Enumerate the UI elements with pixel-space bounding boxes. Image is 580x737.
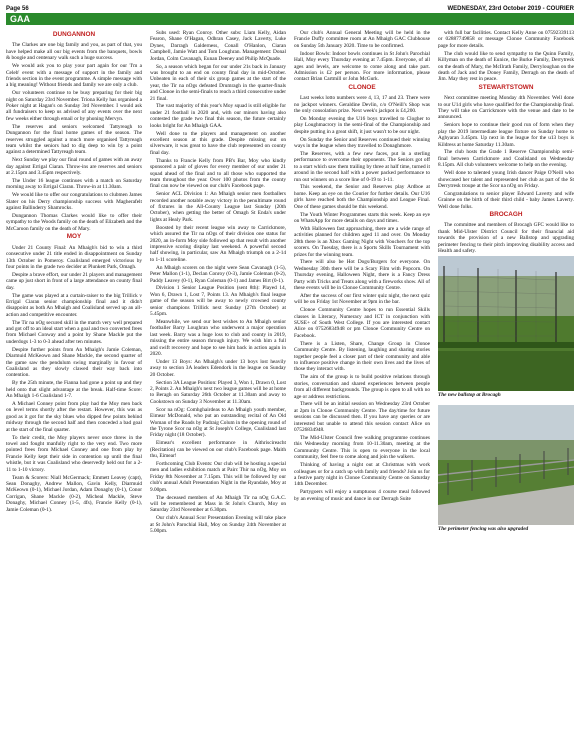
article-paragraph: Clonoe Community Centre hopes to run Essential Skills classes in Literacy, Numeracy and ICT in conjunction with SUSE+ of South West College. If you are interested contact Alice on 07526834948 or pm Clonoe Community Centre on Facebook. [294, 307, 430, 339]
article-paragraph: The Under 16 league continues with a match on Saturday morning away to Errigal Ciaran. Throw-in at 11.30am. [6, 178, 142, 191]
article-paragraph: With Halloween fast approaching, there are a wide range of activities planned for children aged 11 and over. On Monday 28th there is an Xbox Gaming Night with Vouchers for the top scorers. On Tuesday, there is a Sports Skills Tournament with prizes for the winning team. [294, 225, 430, 258]
article-paragraph: The game was played at a curtain-raiser to the big Trillick v Errigal Ciaran senior championship final and it didn't disappoint as both An Mhaigh and Coalisland served up an all-action and competitive encounter. [6, 292, 142, 318]
edition-line: WEDNESDAY, 23rd October 2019 - COURIER [447, 5, 574, 12]
article-paragraph: Team & Scorers: Niall McGermack; Emmett Leavey (capt), Sean Donaghy, Andrew Mallon, Gavin Kelly, Diarmuid McKeown (0-1), Michael Jordan, Adam Donaghy (0-1), Conor Corrigan, Shane Mackle (0-2), Micheal Mackle, Steve Donaghy, Michael Conney (1-5, 4fs), Francie Kelly (0-1), Jamie Coleman (0-1). [6, 474, 142, 513]
article-paragraph: On Sunday the Senior and Reserves continued their winning ways in the league when they travelled to Donaghmore. [294, 136, 430, 149]
article-paragraph: Thanks to Francie Kelly from PB's Bar, Moy who kindly sponsored a pair of gloves for every member of our under 21 squad ahead of the final and to all those who supported the team throughout the year. Over 100 photos from the county final can now be viewed on our club's Facebook page. [150, 157, 286, 190]
column-1 [6, 30, 142, 734]
article-paragraph: Last weeks lotto numbers were 4, 13, 17 and 23. There were no jackpot winners. Geraldine Devlin, c/o O'Neill's Shop was the only consolation prize. Next week's jackpot is £4,200. [294, 95, 430, 114]
article-paragraph: Despite a brave effort, our under 21 players and management came up just short in front of a large attendance on county final day. [6, 271, 142, 291]
section-banner: GAA [6, 13, 574, 25]
article-paragraph: There will be an initial session on Wednesday 23rd October at 2pm in Clonoe Community Centre. The day/time for future sessions can be discussed then. If you have any queries or are interested but unable to attend this session contact Alice on 07526834948. [294, 401, 430, 434]
article-paragraph: Well done to talented young Irish dancer Paige O'Neill who showcased her talent and represented her club as part of the St Derrytresk troupe at the Scor na nOg on Friday. [438, 170, 574, 189]
article-paragraph: Thinking of having a night out at Christmas with work colleagues or for a catch up with family and friends? Join us for a festive party night in Clonoe Community Centre on Saturday 14th December. [294, 462, 430, 488]
article-paragraph: So, a season which began for our under 21s back in January was brought to an end on county final day in mid-October. Unbeaten in each of their six group games at the start of the year, the Tir na nOgs defeated Drumragh in the quarter-finals and Clonoe in the semi-finals to reach a third consecutive under 21 final. [150, 63, 286, 102]
fencing-photo [438, 405, 574, 525]
article-paragraph: Our volunteers continue to be busy preparing for their big night on Saturday 23rd November. Triona Kelly has organised a Poker night at Hagan's on Sunday 3rd November. I would ask all fundraisers to keep us advised of any events over the next few weeks either through email or by phoning Mervyn. [6, 90, 142, 122]
article-paragraph: There will also be Hot Dogs/Burgers for everyone. On Wednesday 30th there will be a Scary Film with Popcorn. On Thursday evening, Halloween Night, there is a Fancy Dress Party with Tricks and Treats along with a fireworks show. All of these events will be in Clonoe Community Centre. [294, 259, 430, 292]
article-paragraph: The Tir na nOg secured skill in the match very well prepared and got off to an ideal start when a goal and two converted frees from Michael Conway and a point by Shane Mackle put the underdogs 1-3 to 0-3 ahead after ten minutes. [6, 319, 142, 345]
article-paragraph: Despite further points from An Mhaigh's Jamie Coleman, Diarmuid McKeown and Shane Mackle, the second quarter of the game saw the pendulum swing marginally in favour of Coalisland as they slowly clawed their way back into contention. [6, 346, 142, 379]
article-paragraph: The committee and members of Brocagh GFC would like to thank Mid-Ulster District Council for their financial aid towards the provision of a new Ballstop and upgrading perimeter fencing to their pitch improving disability access and Health and safety. [438, 222, 574, 255]
article-paragraph: The aim of the group is to build positive relations through stories, conversation and shared experiences between people from all different backgrounds. The group is open to all with no age or address restrictions. [294, 374, 430, 400]
column-4 [438, 30, 574, 734]
club-heading-clonoe: CLONOE [348, 83, 376, 91]
dungannon-article [6, 42, 142, 232]
article-paragraph: Eimear's excellent performance in Aithriscireacht (Recitation) can be viewed on our club's Facebook page. Maith thu, Eimear! [150, 440, 286, 460]
article-paragraph: The Mid-Ulster Council free walking programme continues this Wednesday morning from 10-11.30am, meeting at the Community Centre. This is open to everyone in the local community, feel free to come along and join the walkers. [294, 434, 430, 461]
clonoe-article-end [438, 30, 574, 83]
article-paragraph: Division 1 Senior League Position (sent 8th): Played 14, Won 6, Drawn 1, Lost 7, Points 13. An Mhaigh's final league game of the season will be away to newly crowned county senior champions Trillick next Sunday (27th October) at 5.45pm. [150, 285, 286, 318]
article-paragraph: A Michael Conney point from play had the Moy men back on level terms shortly after the restart. However, this was as good as it got for the sky blues who dipped few points behind midway through the second half and then conceded a bad goal at the start of the final quarter. [6, 401, 142, 433]
article-paragraph: We would ask you to play your part again for our 'I'm a Celeb' event with a message of support in the family and friends section in the event programme. A simple message with a big meaning! Without friends and family we are only a club. [6, 63, 142, 89]
moy-article-continued [150, 30, 286, 534]
article-paragraph: Next Sunday we play our final round of games with an away day against Errigal Ciaran. Throw-ins are reserves and seniors at 2.15pm and 3.45pm respectively. [6, 157, 142, 177]
article-paragraph: The club would like to send sympathy to the Quinn Family, Killyman on the death of Eunice, the Burke Family, Derrytresk on the death of Mary, the McIlrath Family, Derryloughan on the death of Jack and the Doney Family, Derragh on the death of Jim. May they rest in peace. [438, 50, 574, 83]
article-paragraph: The Reserves, with a few new faces, put in a sterling performance to overcome their opponents. The Seniors got off to a start which saw them trailing by three at half time, turned it around in the second half with a power packed performance to run out winners on a score line of 0-19 to 1-11. [294, 150, 430, 183]
article-paragraph: This weekend, the Senior and Reserves play Ardboe at home. Keep an eye on the Courier for further details. Our U16 girls have reached both the Championship and League Final. One of these games should be this weekend. [294, 184, 430, 210]
article-paragraph: Boosted by their recent league win away to Carrickmore, which assured the Tir na nOgs of their division one status for 2020, an in-form Moy side followed up that result with another impressive scoring display last weekend. A powerful second half showing, in particular, saw An Mhaigh triumph on a 2-14 to 1-11 scoreline. [150, 224, 286, 263]
article-paragraph: Scor na nOg: Comhghairdeas to An Mhaigh youth member, Eimear McDonald, who put an outstanding recital of An Old Woman of the Roads by Padraig Colum in the opening round of the Tyrone Scor na nOg at St Joseph's College, Coalisland last Friday night (18 October). [150, 406, 286, 439]
moy-article-end [294, 30, 430, 83]
ballstop-photo [438, 256, 574, 391]
article-paragraph: Subs used: Ryan Conroy. Other subs: Liam Kelly, Aidan Fearon, Shane O'Hagan, Odhran Casey, Jack Laverty, Luke Dynes, Darragh Galderness, Conall O'Hanlon, Ciaran Campbell, Jamie Watt and Tom Loughran. Management: Donal Jordan, Colm Cavanagh, Eunan Deeney and Philip McQuade. [150, 30, 286, 62]
article-paragraph: Well done to the players and management on another excellent season at this grade. Despite missing out on silverware, it was great to have the club represented on county final day. [150, 130, 286, 156]
article-paragraph: Our club's Annual General Meeting will be held in the Francie Duffy committee room at An Mhaigh GAC Clubhouse on Sunday 5th January 2020. Time to be confirmed. [294, 30, 430, 49]
page-header [6, 4, 574, 13]
article-paragraph: The vast majority of this year's Moy squad is still eligible for under 21 football in 2020 and, with our minors having also contested the grade two final this season, the future certainly looks bright for An Mhaigh GAA. [150, 103, 286, 129]
article-paragraph: Forthcoming Club Events: Our club will be hosting a special men and ladies exhibition match at Pairc Thir na nOg, Moy on Friday 8th November at 7.15pm. This will be followed by our club's annual Adult Presentation Night in the Ryandale, Moy at 9.00pm. [150, 461, 286, 493]
article-paragraph: The Youth Winter Programmes starts this week. Keep an eye on WhatsApp for more details on days and times. [294, 211, 430, 224]
article-paragraph: Meanwhile, we send our best wishes to An Mhaigh senior footballer Barry Loughran who underwent a major operation last week. Barry was a huge loss to club and county in 2019, missing the entire season through injury. We wish him a full and swift recovery and hope to see him back in action again in 2020. [150, 318, 286, 357]
article-paragraph: We would like to offer our congratulations to clubmen James Slater on his Derry championship success with Magherafelt against Ballinderry Shamrocks. [6, 192, 142, 212]
column-3 [294, 30, 430, 734]
article-paragraph: Under 13 Boys: An Mhaigh's under 13 boys lost heavily away to section 3A leaders Edendork in the league on Sunday 20 October. [150, 358, 286, 378]
article-paragraph: Section 3A League Position: Played 3, Won 1, Drawn 0, Lost 2, Points 2. An Mhaigh's next two league games will be at home to Beragh on Saturday 26th October at 11.30am and away to Cookstown on Sunday 3 November at 11.30am. [150, 379, 286, 405]
article-paragraph: Partygoers will enjoy a sumptuous 4 course meal followed by an evening of music and dance in our Derragh Suite [294, 489, 430, 502]
article-paragraph: The Clarkes are one big family and you, as part of that, you have helped make all our big events from the banquets, bowls & boogie and centenary walk such a huge success. [6, 42, 142, 62]
club-heading-moy: MOY [66, 233, 82, 241]
article-paragraph: On Monday evening the U16 boys travelled to Clogher to play Loughmacrory in the semi-final of the Championship and despite putting in a great shift, it just wasn't to be our night. [294, 115, 430, 135]
article-paragraph: An Mhaigh scorers on the night were Sean Cavanagh (1-5), Peter Mallon (1-1), Declan Conroy (0-3), Jamie Coleman (0-2), Paddy Leavey (0-1), Ryan Coleman (0-1) and James Birt (0-1). [150, 264, 286, 284]
article-paragraph: Dungannon Thomas Clarkes would like to offer their sympathy to the Woods family on the death of Elizabeth and the McCaroon family on the death of Mary. [6, 213, 142, 232]
article-paragraph: Next committee meeting Monday 4th November. Well done to our U14 girls who have qualified for the Championship final. They will take on Carrickmore with the venue and date to be announced. [438, 95, 574, 121]
article-paragraph: The deceased members of An Mhaigh Tir na nOg G.A.C. will be remembered at Mass in St John's Church, Moy on Saturday 23rd November at 6.30pm. [150, 494, 286, 514]
article-paragraph: By the 25th minute, the Fianna had gone a point up and they held onto that slight advantage at the break. Half-time Score: An Mhaigh 1-6 Coalisland 1-7. [6, 380, 142, 400]
ballstop-photo-block [438, 256, 574, 399]
fencing-caption: The perimeter fencing was also upgraded [438, 526, 529, 532]
article-paragraph: with full bar facilities. Contact Kelly Anne on 07592339113 or 02887749858 or message Clonoe Community Facebook page for more details. [438, 30, 574, 49]
article-paragraph: To their credit, the Moy players never once threw in the towel and fought manfully right to the very end. Two more pointed frees from Michael Conney and one from play by Francie Kelly kept their side in contention up until the final whistle, but it was Coalisland who deservedly held out for a 2-11 to 1-10 victory. [6, 434, 142, 473]
article-paragraph: The reserves and seniors welcomed Tattyreagh to Dungannon for the final home games of the season. The reserves struggled against a much more organised Tattyreagh team whilst the seniors had to dig deep to win by a point against a determined Tattyreagh team. [6, 123, 142, 156]
article-paragraph: Congratulations to senior player Edward Laverty and wife Grainne on the birth of their third child - baby James Laverty. Well done folks. [438, 190, 574, 210]
page-number: Page 56 [6, 5, 29, 12]
column-2 [150, 30, 286, 734]
article-paragraph: Under 21 County Final: An Mhaigh's bid to win a third consecutive under 21 title ended in disappointment on Sunday 13th October in Pomeroy. Coalisland emerged victorious by four points in the grade two decider at Plunkett Park, Omagh. [6, 244, 142, 270]
article-paragraph: Seniors hope to continue their good run of form when they play the 2019 intermediate league fixture on Sunday home to Aghyaran 3.45pm. Up next in the league for the u13 boys is Kildress at home Saturday 11.30am. [438, 122, 574, 148]
article-paragraph: The club hosts the Grade 1 Reserve Championship semi-final between Carrickmore and Coalisland on Wednesday 8.15pm. All club volunteers welcome to help on the evening. [438, 149, 574, 169]
clonoe-article [294, 95, 430, 502]
article-paragraph: Senior ACL Division 1: An Mhaigh senior men footballers recorded another notable away victory in the penultimate round of fixtures in the All-County League last Sunday (20th October), when getting the better of Omagh St Enda's under lights at Healy Park. [150, 191, 286, 223]
columns [6, 30, 574, 734]
club-heading-dungannon: DUNGANNON [52, 31, 96, 38]
article-paragraph: Our club's Annual Scor Presentation Evening will take place at St John's Parochial Hall, Moy on Sunday 24th November at 5.00pm. [150, 515, 286, 535]
brocagh-article [438, 222, 574, 254]
article-paragraph: There is a Listen, Share, Change Group in Clonoe Community Centre. By listening, laughing and sharing stories together people feel a closer part of their community and able to influence positive change in their own lives and the lives of those they interact with. [294, 340, 430, 373]
ballstop-caption: The new ballstop at Brocagh [438, 392, 501, 398]
club-heading-stewartstown: STEWARTSTOWN [478, 83, 534, 91]
stewartstown-article [438, 95, 574, 210]
article-paragraph: After the success of our first winter quiz night, the next quiz will be on Friday 1st November at 9pm in the bar. [294, 292, 430, 306]
moy-article [6, 245, 142, 513]
club-heading-brocagh: BROCAGH [489, 211, 523, 219]
article-paragraph: Indoor Bowls: Indoor bowls continues in St John's Parochial Hall, Moy every Thursday evening at 7.45pm. Everyone, of all ages and levels, are welcome to come along and take part. Admission is £2 per person. For more information, please contact Brian Cartmill or John McGurk. [294, 50, 430, 83]
fencing-photo-block [438, 405, 574, 533]
